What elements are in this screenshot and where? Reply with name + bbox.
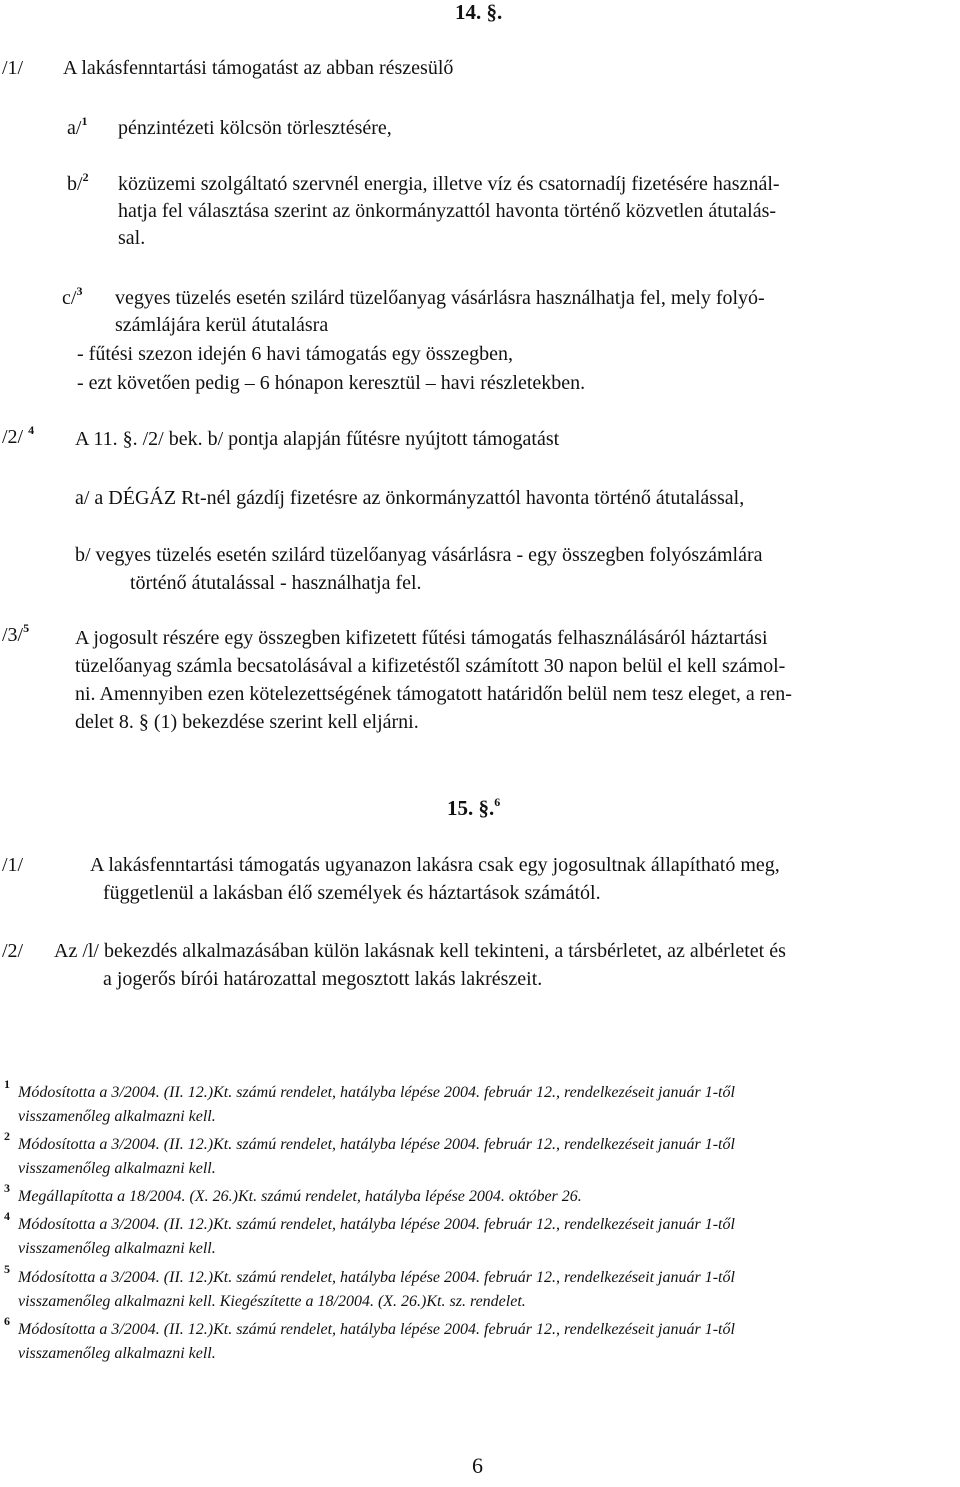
para-2-item-a: a/ a DÉGÁZ Rt-nél gázdíj fizetésre az önkormányzattól havonta történő átutalással, <box>75 487 745 509</box>
footnote-number: 6 <box>4 1314 10 1328</box>
footnote-ref-5: 5 <box>23 621 30 635</box>
item-a-label: a/$^1$ <box>67 114 88 139</box>
item-c-dash: - fűtési szezon idején 6 havi támogatás egy összegben, <box>77 343 513 365</box>
footnote-line: visszamenőleg alkalmazni kell. <box>18 1240 216 1257</box>
footnote-line: Módosította a 3/2004. (II. 12.)Kt. számú rendelet, hatályba lépése 2004. február 12., rendelkezéseit január 1-től <box>18 1269 735 1286</box>
page-number: 6 <box>472 1453 483 1478</box>
item-c-label: c/$^3$ <box>62 284 83 309</box>
item-b-label: b/$^2$ <box>67 170 89 195</box>
s15-para-1-line: A lakásfenntartási támogatás ugyanazon lakásra csak egy jogosultnak állapítható meg, <box>90 854 780 876</box>
item-c-dash: - ezt követően pedig – 6 hónapon keresztül – havi részletekben. <box>77 372 586 394</box>
item-b-line: hatja fel választása szerint az önkormányzattól havonta történő közvetlen átutalás- <box>118 200 777 222</box>
item-b-line: közüzemi szolgáltató szervnél energia, illetve víz és csatornadíj fizetésére használ- <box>118 173 780 195</box>
para-2-label: /2/ $^4$ <box>2 423 35 448</box>
item-a-text: pénzintézeti kölcsön törlesztésére, <box>118 117 392 139</box>
section-15-title: 15. §.$^6$ <box>447 795 501 820</box>
footnote-line: Módosította a 3/2004. (II. 12.)Kt. számú rendelet, hatályba lépése 2004. február 12., rendelkezéseit január 1-től <box>18 1084 735 1101</box>
footnote-line: visszamenőleg alkalmazni kell. <box>18 1345 216 1362</box>
footnote-ref-1: 1 <box>81 114 88 128</box>
footnote-line: visszamenőleg alkalmazni kell. <box>18 1108 216 1125</box>
para-3-line: ni. Amennyiben ezen kötelezettségének támogatott határidőn belül nem tesz eleget, a ren- <box>75 683 792 705</box>
section-14-title: 14. §. <box>455 0 503 24</box>
para-1-label: /1/ <box>2 57 24 79</box>
para-2-item-b: történő átutalással - használhatja fel. <box>130 572 422 594</box>
s15-para-2-label: /2/ <box>2 940 24 962</box>
s15-para-2-line: a jogerős bírói határozattal megosztott lakás lakrészeit. <box>103 968 543 990</box>
item-c-line: vegyes tüzelés esetén szilárd tüzelőanyag vásárlásra használhatja fel, mely folyó- <box>115 287 765 309</box>
s15-para-1-label: /1/ <box>2 854 24 876</box>
footnote-ref-4: 4 <box>28 423 35 437</box>
s15-para-2-line: Az /l/ bekezdés alkalmazásában külön lakásnak kell tekinteni, a társbérletet, az albérletet és <box>54 940 786 962</box>
footnote-ref-3: 3 <box>76 284 83 298</box>
footnote-number: 4 <box>4 1209 10 1223</box>
para-2-item-b: b/ vegyes tüzelés esetén szilárd tüzelőanyag vásárlásra - egy összegben folyószámlára <box>75 544 763 566</box>
footnote-ref-2: 2 <box>82 170 89 184</box>
para-3-label: /3/$^5$ <box>2 621 30 646</box>
footnote-line: Megállapította a 18/2004. (X. 26.)Kt. számú rendelet, hatályba lépése 2004. október 26. <box>18 1188 582 1205</box>
footnote-number: 5 <box>4 1262 10 1276</box>
item-b-line: sal. <box>118 227 146 249</box>
footnote-line: visszamenőleg alkalmazni kell. <box>18 1160 216 1177</box>
footnote-number: 2 <box>4 1129 10 1143</box>
para-3-line: A jogosult részére egy összegben kifizetett fűtési támogatás felhasználásáról háztartási <box>75 627 768 649</box>
footnote-ref-6: 6 <box>494 795 501 809</box>
para-2-text: A 11. §. /2/ bek. b/ pontja alapján fűtésre nyújtott támogatást <box>75 428 560 450</box>
footnote-number: 1 <box>4 1077 10 1091</box>
item-c-line: számlájára kerül átutalásra <box>115 314 329 336</box>
para-3-line: tüzelőanyag számla becsatolásával a kifizetéstől számított 30 napon belül el kell számol- <box>75 655 786 677</box>
para-3-line: delet 8. § (1) bekezdése szerint kell eljárni. <box>75 711 419 733</box>
footnote-line: Módosította a 3/2004. (II. 12.)Kt. számú rendelet, hatályba lépése 2004. február 12., rendelkezéseit január 1-től <box>18 1321 735 1338</box>
para-1-text: A lakásfenntartási támogatást az abban részesülő <box>63 57 454 79</box>
footnote-line: visszamenőleg alkalmazni kell. Kiegészítette a 18/2004. (X. 26.)Kt. sz. rendelet. <box>18 1293 526 1310</box>
footnote-line: Módosította a 3/2004. (II. 12.)Kt. számú rendelet, hatályba lépése 2004. február 12., rendelkezéseit január 1-től <box>18 1216 735 1233</box>
footnote-number: 3 <box>4 1181 10 1195</box>
s15-para-1-line: függetlenül a lakásban élő személyek és háztartások számától. <box>103 882 601 904</box>
footnote-line: Módosította a 3/2004. (II. 12.)Kt. számú rendelet, hatályba lépése 2004. február 12., rendelkezéseit január 1-től <box>18 1136 735 1153</box>
